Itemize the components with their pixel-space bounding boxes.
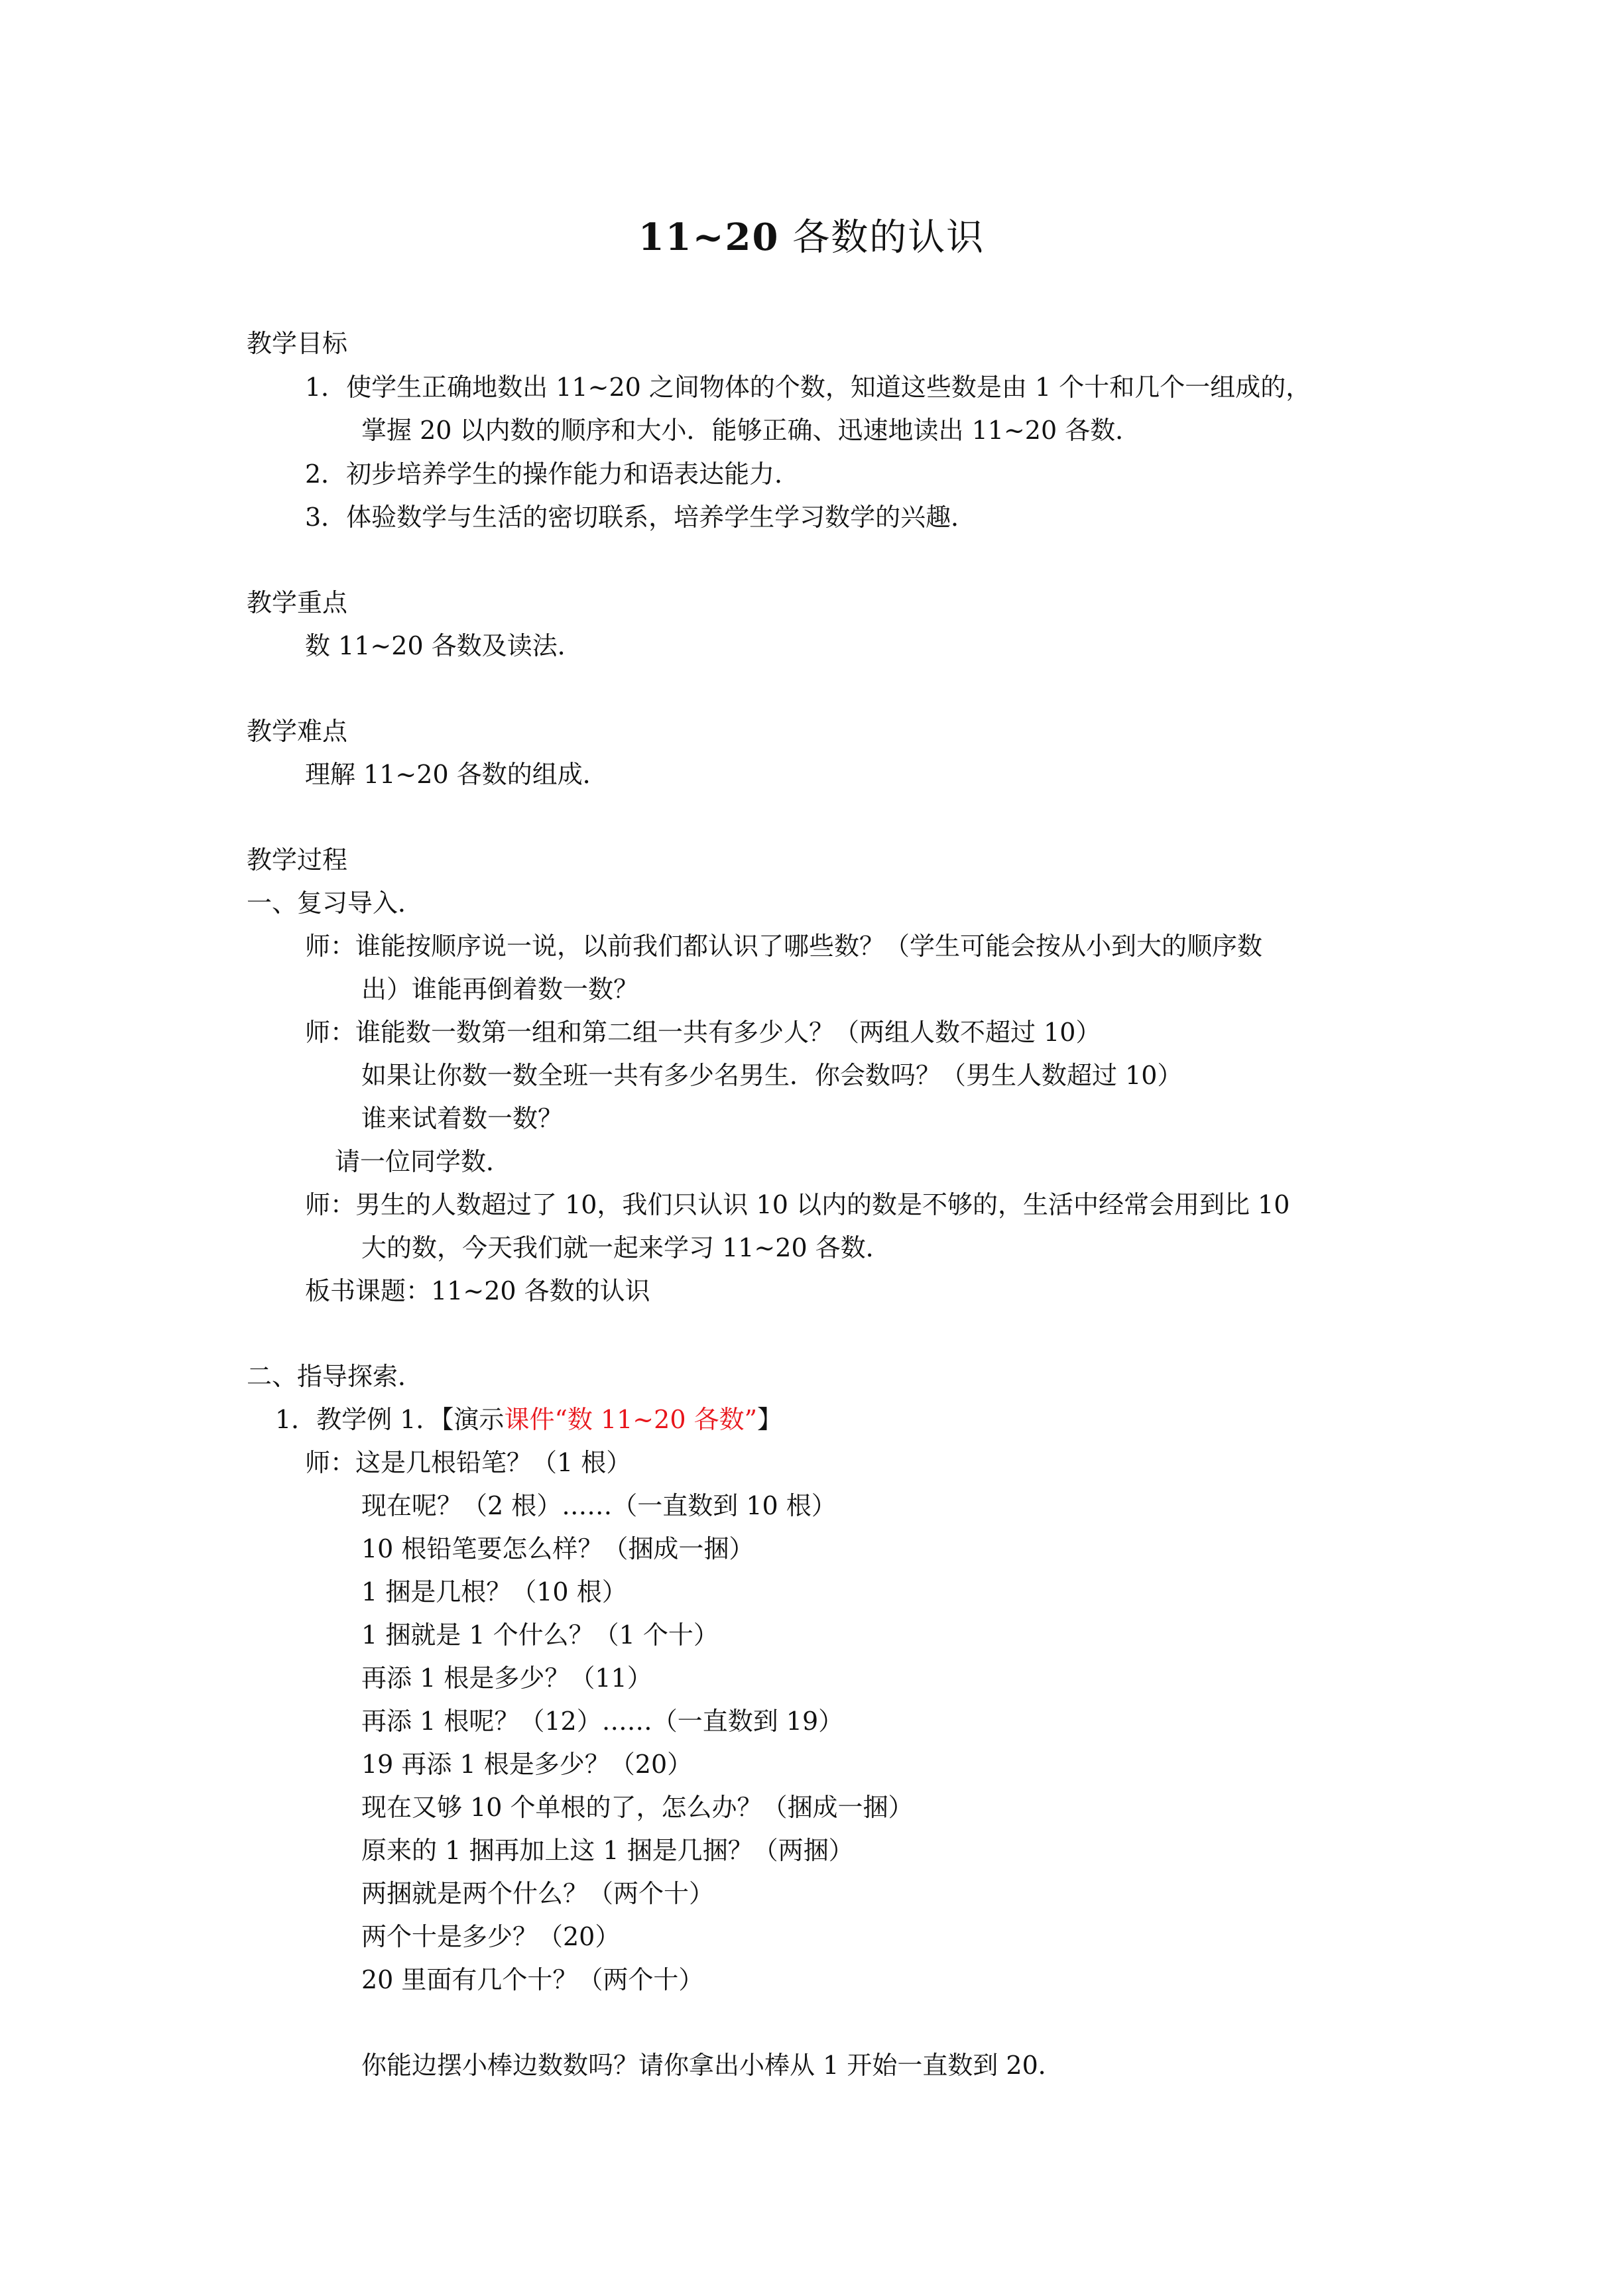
- title-text: 各数的认识: [792, 216, 985, 259]
- objectives-heading: 教学目标: [247, 329, 348, 358]
- dialogue-line: 19 再添 1 根是多少？（20）: [361, 1750, 693, 1779]
- dialogue-line: 师：谁能按顺序说一说，以前我们都认识了哪些数？（学生可能会按从小到大的顺序数: [305, 932, 1263, 961]
- dialogue-line: 再添 1 根是多少？（11）: [361, 1663, 652, 1693]
- dialogue-line: 现在又够 10 个单根的了，怎么办？（捆成一捆）: [361, 1793, 914, 1822]
- dialogue-line: 如果让你数一数全班一共有多少名男生．你会数吗？（男生人数超过 10）: [361, 1061, 1183, 1090]
- objective-item: 2．初步培养学生的操作能力和语表达能力．: [305, 459, 800, 489]
- board-title-line: 板书课题：11~20 各数的认识: [305, 1276, 650, 1305]
- example-prefix: 1．教学例 1．【演示: [275, 1405, 505, 1434]
- dialogue-line: 20 里面有几个十？（两个十）: [361, 1965, 704, 1994]
- difficulties-text: 理解 11~20 各数的组成．: [305, 760, 608, 789]
- dialogue-line: 原来的 1 捆再加上这 1 捆是几捆？（两捆）: [361, 1836, 854, 1865]
- section-title: 二、指导探索．: [247, 1362, 424, 1391]
- page-title: [0, 211, 1623, 265]
- dialogue-line: 谁来试着数一数？: [361, 1104, 564, 1133]
- dialogue-line: 你能边摆小棒边数数吗？请你拿出小棒从 1 开始一直数到 20．: [361, 2051, 1063, 2080]
- example-line: [275, 1402, 782, 1437]
- dialogue-line: 现在呢？（2 根）……（一直数到 10 根）: [361, 1491, 837, 1520]
- dialogue-line: 10 根铅笔要怎么样？（捆成一捆）: [361, 1534, 754, 1563]
- example-suffix: 】: [757, 1405, 783, 1434]
- dialogue-line: 请一位同学数．: [335, 1147, 512, 1176]
- dialogue-line: 师：谁能数一数第一组和第二组一共有多少人？（两组人数不超过 10）: [305, 1018, 1101, 1047]
- key-points-heading: 教学重点: [247, 588, 348, 617]
- objective-item: 掌握 20 以内数的顺序和大小．能够正确、迅速地读出 11~20 各数．: [361, 416, 1141, 445]
- objective-item: 1．使学生正确地数出 11~20 之间物体的个数，知道这些数是由 1 个十和几个一组成的，: [305, 373, 1311, 402]
- dialogue-line: 两个十是多少？（20）: [361, 1922, 621, 1951]
- title-number: 11~20: [638, 215, 780, 259]
- courseware-link: 课件“数 11~20 各数”: [504, 1405, 757, 1434]
- dialogue-line: 出）谁能再倒着数一数？: [361, 975, 639, 1004]
- dialogue-line: 再添 1 根呢？（12）……（一直数到 19）: [361, 1707, 844, 1736]
- dialogue-line: 师：这是几根铅笔？（1 根）: [305, 1448, 632, 1477]
- dialogue-line: 师：男生的人数超过了 10，我们只认识 10 以内的数是不够的，生活中经常会用到比 10: [305, 1190, 1290, 1219]
- difficulties-heading: 教学难点: [247, 717, 348, 746]
- key-points-text: 数 11~20 各数及读法．: [305, 631, 583, 660]
- objective-item: 3．体验数学与生活的密切联系，培养学生学习数学的兴趣．: [305, 503, 977, 532]
- dialogue-line: 1 捆是几根？（10 根）: [361, 1577, 627, 1606]
- dialogue-line: 大的数，今天我们就一起来学习 11~20 各数．: [361, 1233, 891, 1262]
- dialogue-line: 1 捆就是 1 个什么？（1 个十）: [361, 1620, 719, 1650]
- section-title: 一、复习导入．: [247, 888, 424, 918]
- dialogue-line: 两捆就是两个什么？（两个十）: [361, 1879, 715, 1908]
- process-heading: 教学过程: [247, 845, 348, 875]
